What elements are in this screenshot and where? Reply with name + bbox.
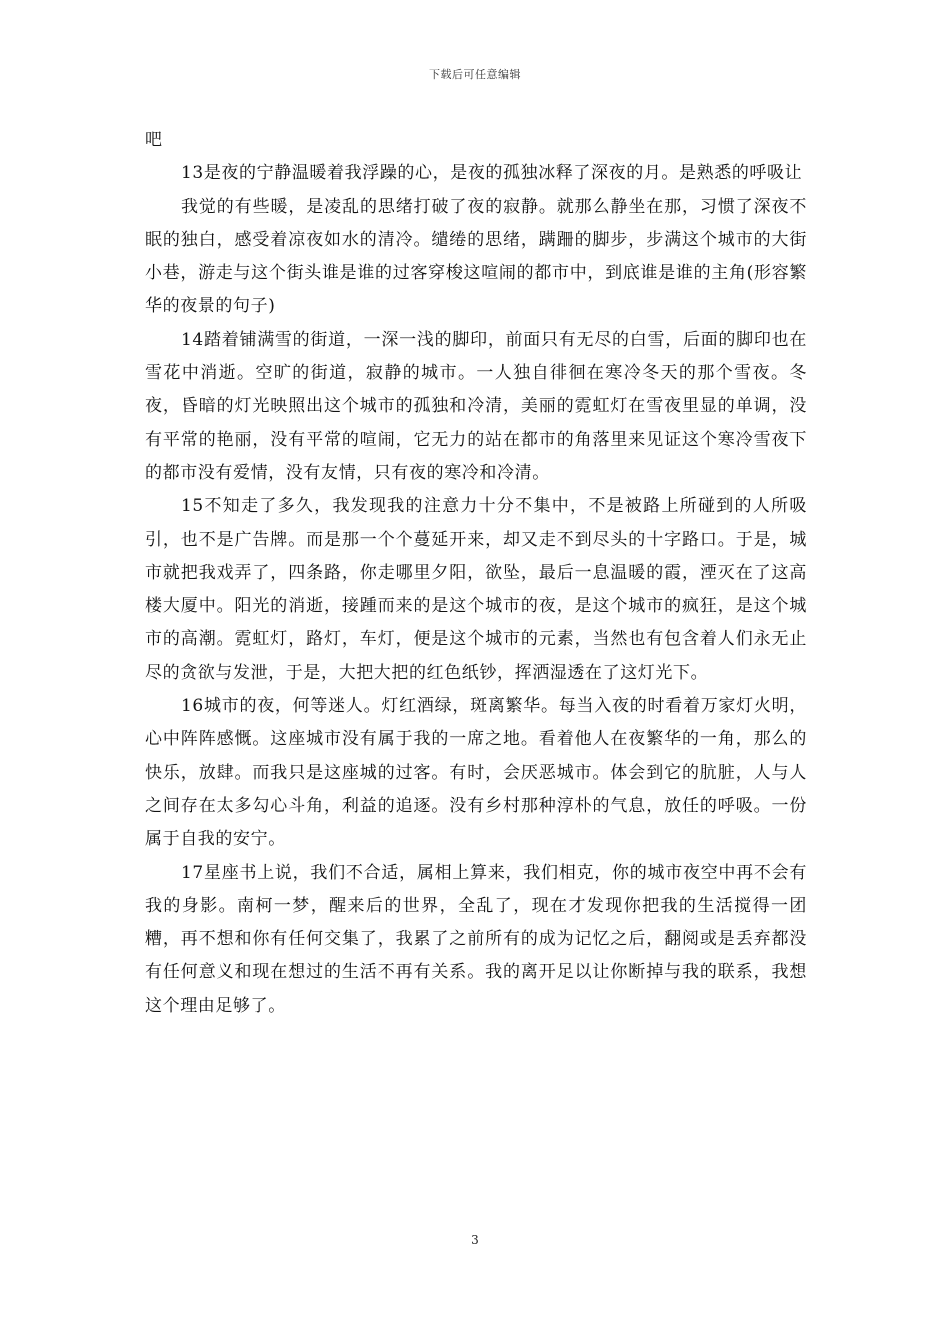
document-body	[145, 124, 807, 1023]
paragraph-17: 17星座书上说，我们不合适，属相上算来，我们相克，你的城市夜空中再不会有我的身影。南柯一梦，醒来后的世界，全乱了，现在才发现你把我的生活搅得一团糟，再不想和你有任何交集了，我累了之前所有的成为记忆之后，翻阅或是丢弃都没有任何意义和现在想过的生活不再有关系。我的离开足以让你断掉与我的联系，我想这个理由足够了。	[145, 862, 807, 1016]
page-number: 3	[471, 1233, 479, 1247]
paragraph-continuation: 吧	[145, 130, 163, 150]
page-header: 下载后可任意编辑	[429, 68, 521, 81]
paragraph-15: 15不知走了多久，我发现我的注意力十分不集中，不是被路上所碰到的人所吸引，也不是广告牌。而是那一个个蔓延开来，却又走不到尽头的十字路口。于是，城市就把我戏弄了，四条路，你走哪里夕阳，欲坠，最后一息温暖的霞，湮灭在了这高楼大厦中。阳光的消逝，接踵而来的是这个城市的夜，是这个城市的疯狂，是这个城市的高潮。霓虹灯，路灯，车灯，便是这个城市的元素，当然也有包含着人们永无止尽的贪欲与发泄，于是，大把大把的红色纸钞，挥洒湿透在了这灯光下。	[145, 496, 807, 683]
paragraph-16: 16城市的夜，何等迷人。灯红酒绿，斑离繁华。每当入夜的时看着万家灯火明，心中阵阵感慨。这座城市没有属于我的一席之地。看着他人在夜繁华的一角，那么的快乐，放肆。而我只是这座城的过客。有时，会厌恶城市。体会到它的肮脏，人与人之间存在太多勾心斗角，利益的追逐。没有乡村那种淳朴的气息，放任的呼吸。一份属于自我的安宁。	[145, 696, 807, 850]
paragraph-13-continued: 我觉的有些暖，是凌乱的思绪打破了夜的寂静。就那么静坐在那，习惯了深夜不眠的独白，感受着凉夜如水的清冷。缱绻的思绪，蹒跚的脚步，步满这个城市的大街小巷，游走与这个街头谁是谁的过客穿梭这喧闹的都市中，到底谁是谁的主角(形容繁华的夜景的句子)	[145, 196, 807, 317]
paragraph-13: 13是夜的宁静温暖着我浮躁的心，是夜的孤独冰释了深夜的月。是熟悉的呼吸让	[181, 163, 803, 184]
paragraph-14: 14踏着铺满雪的街道，一深一浅的脚印，前面只有无尽的白雪，后面的脚印也在雪花中消逝。空旷的街道，寂静的城市。一人独自徘徊在寒冷冬天的那个雪夜。冬夜，昏暗的灯光映照出这个城市的孤独和冷清，美丽的霓虹灯在雪夜里显的单调，没有平常的艳丽，没有平常的喧闹，它无力的站在都市的角落里来见证这个寒冷雪夜下的都市没有爱情，没有友情，只有夜的寒冷和冷清。	[145, 329, 807, 483]
